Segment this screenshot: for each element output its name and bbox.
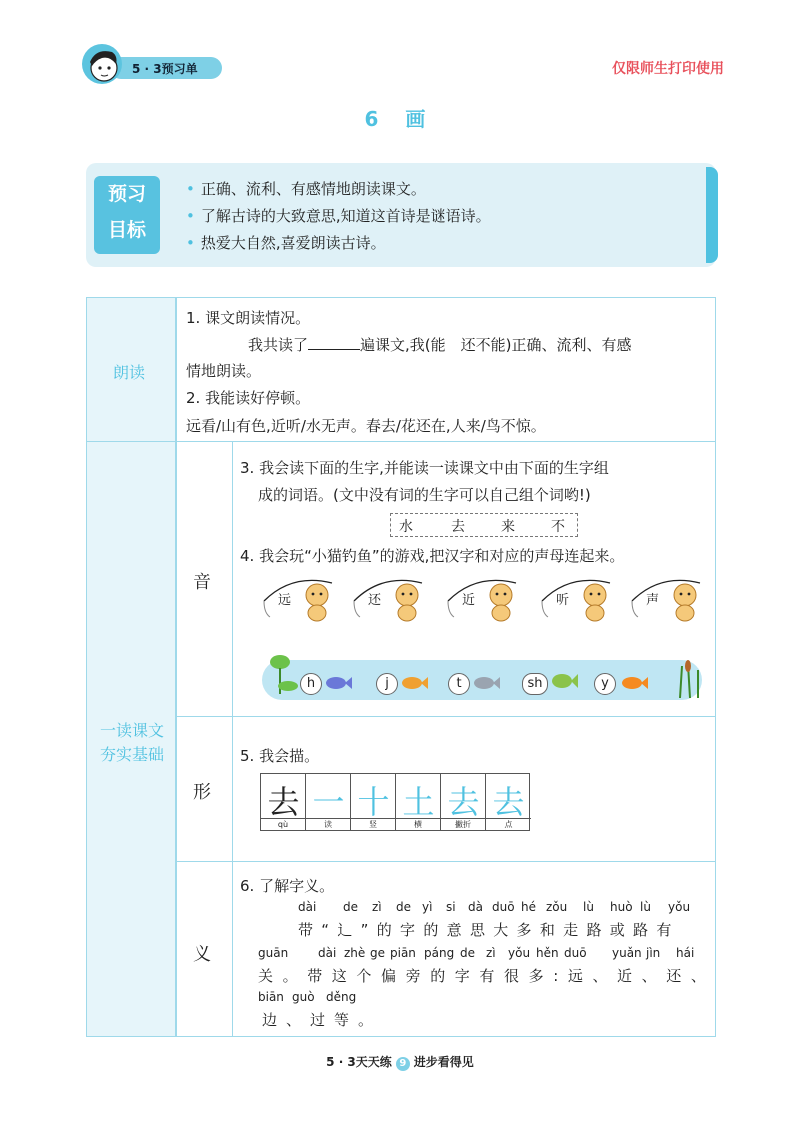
grid-cell: 去 bbox=[261, 774, 306, 818]
q3-line-1: 3. 我会读下面的生字,并能读一读课文中由下面的生字组 bbox=[240, 459, 609, 477]
print-notice: 仅限师生打印使用 bbox=[612, 61, 724, 77]
grid-cell[interactable]: 去 bbox=[441, 774, 486, 818]
cat-fishing-icon: 远 bbox=[262, 573, 342, 623]
fish-icon bbox=[472, 674, 500, 692]
initial-bubble[interactable]: h bbox=[300, 673, 322, 695]
pinyin: hé bbox=[521, 900, 536, 914]
fish-icon bbox=[400, 674, 428, 692]
header-badge-text: 5 · 3预习单 bbox=[132, 62, 198, 76]
pinyin: zì bbox=[372, 900, 382, 914]
meaning-line-3: 边、过等。 bbox=[262, 1011, 383, 1029]
answer-blank[interactable] bbox=[308, 335, 360, 350]
pinyin: zì bbox=[486, 946, 496, 960]
pinyin: biān bbox=[258, 990, 284, 1004]
fish-icon bbox=[550, 670, 578, 692]
pinyin: guān bbox=[258, 946, 289, 960]
grid-cell[interactable]: 十 bbox=[351, 774, 396, 818]
q3-line-2: 成的词语。(文中没有词的生字可以自己组个词哟!) bbox=[258, 486, 591, 504]
pinyin: si bbox=[446, 900, 456, 914]
pinyin: hái bbox=[676, 946, 695, 960]
page-title: 6 画 bbox=[364, 107, 436, 131]
goals-label: 预习 目标 bbox=[94, 176, 160, 254]
fish-icon bbox=[620, 674, 648, 692]
label-shape: 形 bbox=[193, 782, 211, 803]
pinyin: zhè bbox=[344, 946, 366, 960]
q1-title: 1. 课文朗读情况。 bbox=[186, 309, 311, 327]
fish-icon bbox=[324, 674, 352, 692]
cartoon-face-icon bbox=[82, 44, 122, 84]
q2-text: 远看/山有色,近听/水无声。春去/花还在,人来/鸟不惊。 bbox=[186, 417, 546, 435]
pinyin: huò bbox=[610, 900, 633, 914]
pinyin: de bbox=[343, 900, 358, 914]
pinyin: de bbox=[460, 946, 475, 960]
cat-fishing-icon: 还 bbox=[352, 573, 432, 623]
label-sound: 音 bbox=[193, 572, 211, 593]
initial-bubble[interactable]: y bbox=[594, 673, 616, 695]
q4-title: 4. 我会玩“小猫钓鱼”的游戏,把汉字和对应的声母连起来。 bbox=[240, 547, 625, 565]
pinyin: dà bbox=[468, 900, 483, 914]
tracing-grid: 去 一 十 土 去 去 qù 读 竖 横 撇折 点 bbox=[260, 773, 530, 831]
lotus-icon bbox=[264, 652, 304, 696]
pinyin: duō bbox=[564, 946, 587, 960]
pinyin: de bbox=[396, 900, 411, 914]
pinyin: yì bbox=[422, 900, 433, 914]
pinyin: yǒu bbox=[508, 946, 531, 960]
header-badge bbox=[110, 57, 222, 79]
label-basic: 一读课文 夯实基础 bbox=[99, 721, 164, 764]
left-column bbox=[86, 297, 176, 1037]
initial-bubble[interactable]: sh bbox=[522, 673, 548, 695]
pinyin: lù bbox=[640, 900, 651, 914]
page-footer: 5 · 3天天练 9 进步看得见 bbox=[326, 1055, 474, 1069]
pinyin: piān bbox=[390, 946, 416, 960]
meaning-line-1: 带“辶”的字的意思大多和走路或路有 bbox=[298, 921, 680, 939]
label-meaning: 义 bbox=[193, 944, 211, 965]
reed-icon bbox=[672, 660, 706, 698]
pinyin: dài bbox=[318, 946, 337, 960]
label-read: 朗读 bbox=[113, 363, 146, 382]
cat-fishing-icon: 近 bbox=[446, 573, 526, 623]
q1-line-2: 情地朗读。 bbox=[186, 362, 262, 380]
q5-title: 5. 我会描。 bbox=[240, 747, 320, 765]
initial-bubble[interactable]: j bbox=[376, 673, 398, 695]
pinyin: jìn bbox=[646, 946, 661, 960]
pinyin: ge bbox=[370, 946, 385, 960]
pinyin: dài bbox=[298, 900, 317, 914]
pinyin: páng bbox=[424, 946, 455, 960]
goal-item: • 正确、流利、有感情地朗读课文。 bbox=[186, 180, 426, 198]
goal-item: • 热爱大自然,喜爱朗读古诗。 bbox=[186, 234, 386, 252]
goal-item: • 了解古诗的大致意思,知道这首诗是谜语诗。 bbox=[186, 207, 491, 225]
cat-fishing-icon: 声 bbox=[630, 573, 710, 623]
pinyin: duō bbox=[492, 900, 515, 914]
meaning-line-2: 关。带这个偏旁的字有很多:远、近、还、 bbox=[258, 967, 716, 985]
cat-fishing-icon: 听 bbox=[540, 573, 620, 623]
q2-title: 2. 我能读好停顿。 bbox=[186, 389, 311, 407]
q6-title: 6. 了解字义。 bbox=[240, 877, 335, 895]
q1-line: 我共读了 遍课文,我(能 还不能)正确、流利、有感 bbox=[248, 336, 632, 354]
page-number: 9 bbox=[396, 1057, 410, 1071]
pinyin: yǒu bbox=[668, 900, 691, 914]
pinyin: zǒu bbox=[546, 900, 568, 914]
grid-cell[interactable]: 去 bbox=[492, 783, 525, 821]
pinyin: děng bbox=[326, 990, 357, 1004]
initial-bubble[interactable]: t bbox=[448, 673, 470, 695]
grid-cell[interactable]: 土 bbox=[396, 774, 441, 818]
grid-cell[interactable]: 一 bbox=[306, 774, 351, 818]
pinyin: yuǎn bbox=[612, 946, 642, 960]
pinyin: guò bbox=[292, 990, 315, 1004]
character-box: 水 去 来 不 bbox=[390, 513, 578, 537]
pinyin: hěn bbox=[536, 946, 559, 960]
pinyin: lù bbox=[583, 900, 594, 914]
